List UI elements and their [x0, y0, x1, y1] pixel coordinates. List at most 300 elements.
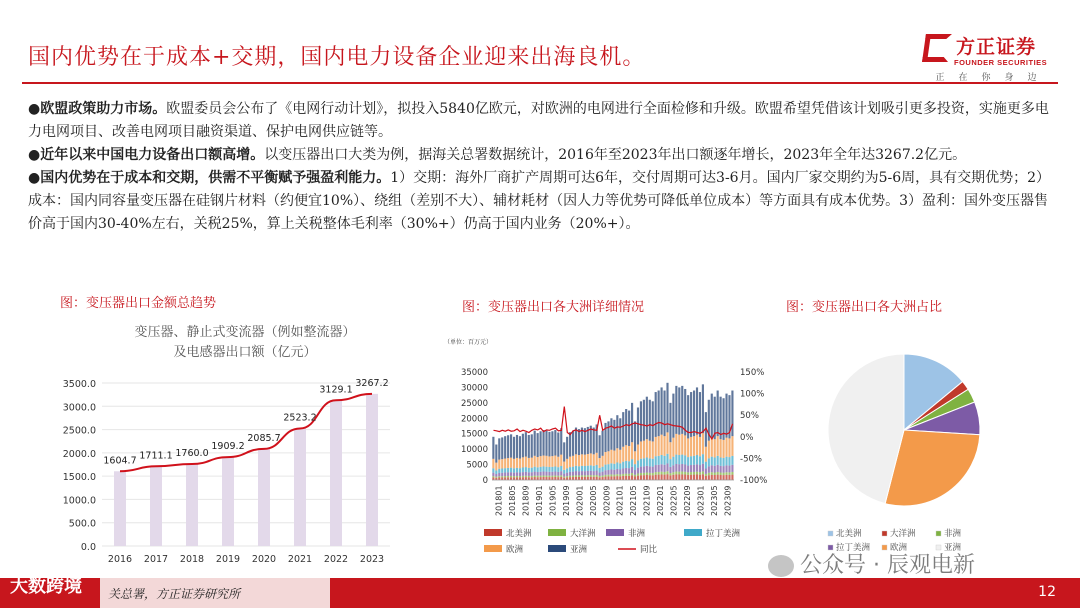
stack-bar-segment	[507, 476, 509, 477]
stack-bar-segment	[720, 397, 722, 439]
stack-bar-segment	[728, 472, 730, 475]
stack-bar-segment	[542, 456, 544, 467]
x-tick-label: 202301	[696, 485, 706, 516]
stack-bar-segment	[652, 459, 654, 467]
stack-bar-segment	[649, 473, 651, 475]
stack-bar-segment	[720, 475, 722, 480]
stack-bar-segment	[731, 391, 733, 437]
stack-bar-segment	[658, 456, 660, 465]
stack-bar-segment	[669, 475, 671, 480]
stack-bar-segment	[601, 472, 603, 476]
stack-bar-segment	[720, 439, 722, 457]
bullet-text: 欧盟委员会公布了《电网行动计划》，拟投入5840亿欧元，对欧洲的电网进行全面检修和升级。欧盟希望凭借该计划吸引更多投资，实施更多电力电网项目、改善电网项目融资渠道、保护电网供应链等。	[28, 101, 1049, 140]
stack-bar-segment	[607, 464, 609, 470]
stack-bar-segment	[717, 475, 719, 480]
stack-bar-segment	[655, 456, 657, 465]
stack-bar-segment	[492, 473, 494, 476]
stack-bar-segment	[666, 471, 668, 474]
footer-bar	[0, 578, 1080, 608]
stack-bar-segment	[572, 456, 574, 467]
data-label: 1909.2	[211, 441, 245, 453]
stack-bar-segment	[725, 475, 727, 480]
stack-bar-segment	[634, 475, 636, 477]
stack-bar-segment	[587, 471, 589, 475]
stack-bar-segment	[666, 474, 668, 480]
wechat-icon	[768, 555, 794, 577]
stack-bar-segment	[658, 465, 660, 472]
stack-bar-segment	[708, 475, 710, 480]
x-tick-label: 202101	[615, 485, 625, 516]
stack-bar-segment	[661, 435, 663, 455]
stack-bar-segment	[675, 472, 677, 475]
figure-3-title: 图：变压器出口各大洲占比	[786, 300, 943, 315]
stack-bar-segment	[569, 477, 571, 480]
stack-bar-segment	[604, 477, 606, 480]
stack-bar-segment	[619, 474, 621, 476]
stack-bar-segment	[696, 472, 698, 475]
stack-bar-segment	[675, 474, 677, 480]
stack-bar-segment	[501, 459, 503, 468]
stack-bar-segment	[516, 477, 518, 480]
legend-label: 亚洲	[570, 545, 588, 555]
stack-bar-segment	[599, 468, 601, 472]
stack-bar-segment	[687, 438, 689, 457]
stack-bar-segment	[531, 458, 533, 468]
stack-bar-segment	[540, 476, 542, 477]
bar	[150, 466, 162, 546]
stack-bar-segment	[581, 471, 583, 475]
stack-bar-segment	[731, 456, 733, 465]
stack-bar-segment	[601, 431, 603, 456]
stack-bar-segment	[625, 409, 627, 445]
stack-bar-segment	[610, 418, 612, 449]
stack-bar-segment	[557, 457, 559, 467]
stack-bar-segment	[575, 428, 577, 455]
stack-bar-segment	[678, 387, 680, 434]
stack-bar-segment	[525, 472, 527, 476]
stack-bar-segment	[513, 476, 515, 477]
stack-bar-segment	[672, 394, 674, 438]
stack-bar-segment	[498, 460, 500, 469]
stack-bar-segment	[669, 403, 671, 442]
x-tick-label: 201909	[561, 485, 571, 516]
stack-bar-segment	[690, 392, 692, 437]
figure-2-title: 图：变压器出口各大洲详细情况	[462, 300, 645, 315]
wechat-watermark	[768, 548, 975, 579]
stack-bar-segment	[548, 472, 550, 476]
stack-bar-segment	[575, 477, 577, 480]
stack-bar-segment	[528, 435, 530, 458]
stack-bar-segment	[492, 459, 494, 469]
stack-bar-segment	[640, 459, 642, 467]
stack-bar-segment	[666, 463, 668, 471]
stack-bar-segment	[528, 458, 530, 468]
stack-bar-segment	[722, 473, 724, 475]
stack-bar-segment	[725, 457, 727, 466]
legend-label: 亚洲	[944, 543, 962, 553]
bullet-item	[28, 144, 1052, 167]
y-tick-label: 2500.0	[62, 425, 96, 437]
stack-bar-segment	[563, 474, 565, 477]
stack-bar-segment	[601, 456, 603, 467]
stack-bar-segment	[681, 455, 683, 464]
figure-1-title: 图：变压器出口金额总趋势	[60, 296, 217, 311]
stack-bar-segment	[625, 474, 627, 476]
x-tick-label: 2016	[107, 554, 133, 565]
stack-bar-segment	[548, 467, 550, 472]
stack-bar-segment	[537, 477, 539, 480]
title-divider	[22, 82, 1058, 84]
stack-bar-segment	[711, 465, 713, 472]
legend-label: 非洲	[628, 529, 646, 539]
stack-bar-segment	[717, 436, 719, 456]
stack-bar-segment	[537, 457, 539, 467]
stack-bar-segment	[537, 476, 539, 477]
stack-bar-segment	[548, 476, 550, 477]
stack-bar-segment	[504, 468, 506, 472]
stack-bar-segment	[693, 472, 695, 475]
stack-bar-segment	[581, 454, 583, 466]
stack-bar-segment	[702, 471, 704, 474]
stack-bar-segment	[628, 411, 630, 446]
stack-bar-segment	[696, 387, 698, 434]
stack-bar-segment	[501, 437, 503, 459]
stack-bar-segment	[687, 472, 689, 475]
stack-bar-segment	[566, 468, 568, 472]
stack-bar-segment	[705, 468, 707, 473]
y2-tick-label: -100%	[740, 476, 768, 486]
stack-bar-segment	[699, 392, 701, 437]
page-number: 12	[1038, 584, 1056, 600]
stack-bar-segment	[563, 470, 565, 474]
stack-bar-segment	[560, 471, 562, 475]
stack-bar-segment	[492, 476, 494, 477]
stack-bar-segment	[531, 434, 533, 457]
stack-bar-segment	[510, 476, 512, 477]
stack-bar-segment	[554, 456, 556, 467]
stack-bar-segment	[578, 475, 580, 477]
stack-bar-segment	[534, 472, 536, 476]
stack-bar-segment	[510, 434, 512, 457]
stack-bar-segment	[649, 475, 651, 480]
stack-bar-segment	[658, 391, 660, 437]
brand-watermark: 大数跨境	[10, 576, 82, 597]
y-tick-label: 15000	[460, 429, 488, 440]
stack-bar-segment	[504, 459, 506, 469]
stack-bar-segment	[578, 429, 580, 455]
stack-bar-segment	[631, 403, 633, 442]
stack-bar-segment	[613, 464, 615, 470]
stack-bar-segment	[528, 476, 530, 477]
stack-bar-segment	[652, 475, 654, 480]
stack-bar-segment	[604, 465, 606, 471]
stack-bar-segment	[619, 463, 621, 469]
stack-bar-segment	[672, 457, 674, 466]
stack-bar-segment	[652, 441, 654, 458]
stack-bar-segment	[545, 476, 547, 477]
y-tick-label: 500.0	[68, 518, 96, 530]
stack-bar-segment	[560, 428, 562, 454]
stack-bar-segment	[666, 432, 668, 453]
stack-bar-segment	[643, 473, 645, 475]
stack-bar-segment	[522, 457, 524, 467]
stack-bar-segment	[631, 442, 633, 459]
stack-bar-segment	[731, 465, 733, 472]
stack-bar-segment	[684, 472, 686, 475]
stack-bar-segment	[649, 466, 651, 472]
stack-bar-segment	[687, 466, 689, 473]
stack-bar-segment	[640, 467, 642, 473]
stack-bar-segment	[616, 415, 618, 448]
bullet-item	[28, 98, 1052, 144]
stack-bar-segment	[572, 431, 574, 456]
stack-bar-segment	[613, 475, 615, 477]
stack-bar-segment	[619, 470, 621, 475]
stack-bar-segment	[702, 464, 704, 472]
stack-bar-segment	[604, 423, 606, 452]
stack-bar-segment	[599, 435, 601, 458]
stack-bar-segment	[628, 461, 630, 468]
stack-bar-segment	[610, 474, 612, 476]
stack-bar-segment	[640, 401, 642, 441]
logo-slogan: 正在你身边	[935, 73, 1051, 83]
stack-bar-segment	[542, 477, 544, 480]
stack-bar-segment	[646, 475, 648, 480]
stack-bar-segment	[693, 475, 695, 480]
stack-bar-segment	[725, 472, 727, 475]
stack-bar-segment	[634, 470, 636, 475]
stack-bar-segment	[596, 477, 598, 480]
stack-bar-segment	[572, 476, 574, 477]
stack-bar-segment	[575, 475, 577, 477]
stack-bar-segment	[687, 475, 689, 480]
stack-bar-segment	[507, 458, 509, 468]
stack-bar-segment	[492, 468, 494, 472]
stack-bar-segment	[613, 470, 615, 475]
stack-bar-segment	[693, 391, 695, 437]
stack-bar-segment	[510, 472, 512, 476]
bullet-heading: ●近年以来中国电力设备出口额高增。	[28, 147, 265, 163]
stack-bar-segment	[696, 435, 698, 455]
stack-bar-segment	[613, 451, 615, 464]
stack-bar-segment	[681, 472, 683, 475]
stack-bar-segment	[628, 474, 630, 476]
stack-bar-segment	[531, 472, 533, 476]
stack-bar-segment	[599, 476, 601, 477]
stack-bar-segment	[531, 468, 533, 473]
stack-bar-segment	[596, 453, 598, 465]
stack-bar-segment	[542, 472, 544, 476]
stack-bar-segment	[542, 430, 544, 455]
stack-bar-segment	[661, 474, 663, 480]
x-tick-label: 202009	[602, 485, 612, 516]
stack-bar-segment	[528, 468, 530, 473]
stack-bar-segment	[643, 475, 645, 480]
stack-bar-segment	[717, 465, 719, 472]
legend-label: 非洲	[944, 529, 962, 539]
y-tick-label: 5000	[466, 460, 488, 471]
stack-bar-segment	[590, 475, 592, 477]
stack-bar-segment	[572, 472, 574, 476]
stack-bar-segment	[534, 467, 536, 472]
stack-bar-segment	[554, 476, 556, 477]
stack-bar-segment	[601, 476, 603, 477]
company-logo	[918, 30, 1068, 83]
chart-title-line1: 变压器、静止式变流器（例如整流器）	[134, 325, 356, 340]
stack-bar-segment	[643, 400, 645, 441]
stack-bar-segment	[625, 468, 627, 474]
stack-bar-segment	[604, 475, 606, 477]
stack-bar-segment	[622, 474, 624, 476]
stack-bar-segment	[590, 453, 592, 465]
stack-bar-segment	[672, 438, 674, 457]
stack-bar-segment	[540, 467, 542, 472]
stack-bar-segment	[696, 455, 698, 464]
stack-bar-segment	[601, 467, 603, 472]
x-tick-label: 202209	[682, 485, 692, 516]
legend-swatch	[548, 529, 566, 536]
stack-bar-segment	[545, 431, 547, 456]
stack-bar-segment	[593, 471, 595, 475]
stack-bar-segment	[693, 465, 695, 472]
stack-bar-segment	[675, 455, 677, 464]
page-title: 国内优势在于成本+交期，国内电力设备企业迎来出海良机。	[28, 45, 646, 70]
stack-bar-segment	[722, 466, 724, 473]
stack-bar-segment	[655, 465, 657, 472]
stack-bar-segment	[684, 389, 686, 435]
stack-bar-segment	[495, 470, 497, 474]
stack-bar-segment	[684, 435, 686, 455]
stack-bar-segment	[516, 476, 518, 477]
stack-bar-segment	[613, 420, 615, 451]
stack-bar-segment	[631, 467, 633, 473]
stack-bar-segment	[590, 471, 592, 475]
stack-bar-segment	[551, 477, 553, 480]
stack-bar-segment	[548, 456, 550, 467]
bullet-text: 以变压器出口大类为例，据海关总署数据统计，2016年至2023年出口额逐年增长，2023年全年达3267.2亿元。	[264, 147, 967, 163]
stack-bar-segment	[599, 472, 601, 476]
stack-bar-segment	[681, 474, 683, 480]
bullet-text: 1）交期：海外厂商扩产周期可达6年，交付周期可达3-6月。国内厂家交期约为5-6周，具有交期优势；2）成本：国内同容量变压器在硅钢片材料（约便宜10%）、绕组（差别不大）、辅材耗材（因人力等优势可降低单位成本）等方面具有成本优势。3）盈利：国外变压器售价高于国内30-40%左右，关税25%，算上关税整体毛利率（30%+）仍高于国内业务（20%+）。	[28, 170, 1051, 232]
stack-bar-segment	[545, 472, 547, 476]
stack-bar-segment	[569, 467, 571, 472]
stack-bar-segment	[581, 477, 583, 480]
stack-bar-segment	[563, 462, 565, 470]
x-tick-label: 2020	[251, 554, 277, 565]
stack-bar-segment	[687, 457, 689, 465]
stack-bar-segment	[663, 475, 665, 480]
stack-bar-segment	[684, 465, 686, 472]
stack-bar-segment	[646, 466, 648, 473]
stack-bar-segment	[616, 476, 618, 480]
legend-label: 大洋洲	[570, 529, 596, 539]
stack-bar-segment	[655, 437, 657, 456]
stack-bar-segment	[637, 468, 639, 474]
stack-bar-segment	[693, 436, 695, 456]
y-tick-label: 0	[482, 476, 488, 486]
stack-bar-segment	[643, 441, 645, 459]
stack-bar-segment	[525, 432, 527, 456]
stack-bar-segment	[622, 412, 624, 447]
stack-bar-segment	[672, 465, 674, 472]
stack-bar-segment	[708, 473, 710, 475]
y2-tick-label: 150%	[740, 368, 765, 378]
legend-swatch	[882, 531, 887, 536]
stack-bar-segment	[681, 434, 683, 455]
stack-bar-segment	[531, 477, 533, 480]
data-label: 1711.1	[139, 450, 173, 462]
stack-bar-segment	[728, 475, 730, 480]
stack-bar-segment	[661, 455, 663, 464]
stack-bar-segment	[728, 457, 730, 465]
stack-bar-segment	[628, 476, 630, 480]
x-tick-label: 202205	[669, 485, 679, 516]
stack-bar-segment	[507, 477, 509, 480]
stack-bar-segment	[578, 477, 580, 480]
stack-bar-segment	[560, 455, 562, 466]
stack-bar-segment	[596, 475, 598, 477]
stack-bar-segment	[616, 463, 618, 469]
stack-bar-segment	[655, 392, 657, 437]
stack-bar-segment	[699, 465, 701, 472]
stack-bar-segment	[510, 477, 512, 480]
stack-bar-segment	[637, 473, 639, 475]
stack-bar-segment	[661, 387, 663, 434]
stack-bar-segment	[516, 458, 518, 468]
stack-bar-segment	[587, 477, 589, 480]
stack-bar-segment	[675, 464, 677, 472]
stack-bar-segment	[711, 475, 713, 480]
stack-bar-segment	[634, 421, 636, 451]
stack-bar-segment	[545, 467, 547, 472]
stack-bar-segment	[646, 458, 648, 466]
bullet-section	[28, 98, 1052, 236]
stack-bar-segment	[731, 472, 733, 475]
logo-mark-icon	[922, 34, 952, 62]
bar	[258, 449, 270, 546]
legend-label: 北美洲	[506, 529, 532, 539]
stack-bar-segment	[669, 467, 671, 473]
stack-bar-segment	[690, 437, 692, 456]
stack-bar-segment	[584, 475, 586, 477]
y2-tick-label: 100%	[740, 389, 765, 400]
stack-bar-segment	[722, 458, 724, 466]
stack-bar-segment	[669, 459, 671, 467]
stack-bar-segment	[634, 464, 636, 470]
stack-bar-segment	[513, 459, 515, 469]
stack-bar-segment	[516, 435, 518, 458]
stack-bar-segment	[631, 475, 633, 480]
stack-bar-segment	[581, 475, 583, 477]
stack-bar-segment	[531, 476, 533, 477]
stack-bar-segment	[699, 472, 701, 475]
stack-bar-segment	[513, 437, 515, 459]
legend-label: 北美洲	[836, 529, 862, 539]
stack-bar-segment	[587, 466, 589, 471]
stack-bar-segment	[569, 476, 571, 477]
stack-bar-segment	[628, 468, 630, 474]
stack-bar-segment	[548, 432, 550, 457]
stack-bar-segment	[554, 430, 556, 455]
stack-bar-segment	[722, 440, 724, 458]
stack-bar-segment	[661, 464, 663, 471]
chart-unit-note: （单位：百万元）	[444, 339, 493, 346]
stack-bar-segment	[607, 475, 609, 477]
legend-swatch	[828, 531, 833, 536]
stack-bar-segment	[643, 458, 645, 466]
x-tick-label: 202109	[642, 485, 652, 516]
wechat-watermark-text: 公众号 · 辰观电新	[800, 553, 975, 578]
